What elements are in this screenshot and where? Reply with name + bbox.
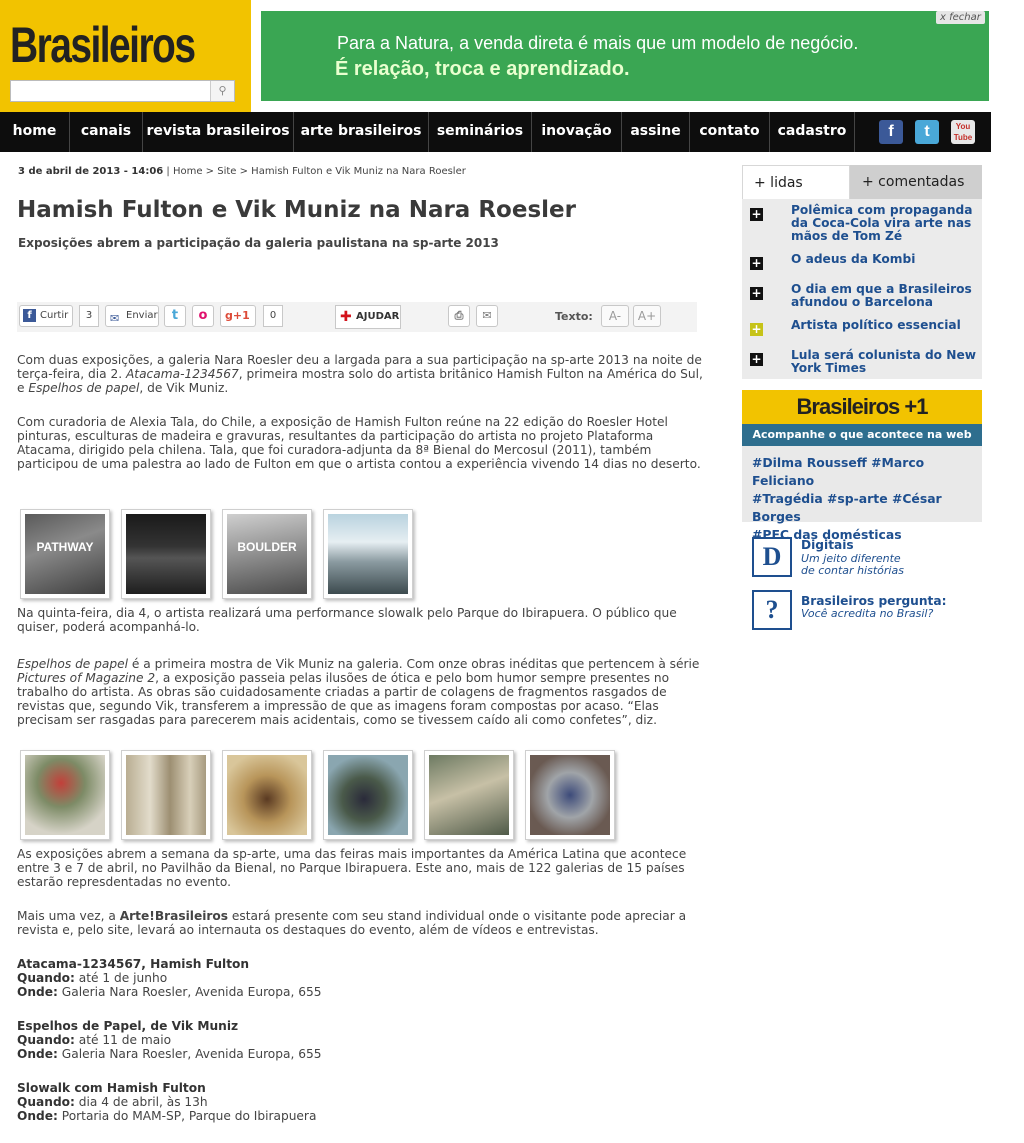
plus1-subtitle: Acompanhe o que acontece na web <box>742 424 982 446</box>
print-icon[interactable]: ⎙ <box>448 305 470 327</box>
site-logo[interactable]: Brasileiros <box>10 17 195 73</box>
event-info-3 <box>17 1081 617 1123</box>
gallery-thumbnail[interactable] <box>121 509 211 599</box>
text-run: , a exposição passeia pelas ilusões de ótica e pelo bom humor sempre presentes no trabalho do artista. As obras são cuidadosamente criadas a partir de colagens de fragmentos rasgados de revistas que, segundo Vik, transferem a impressão de que as imagens foram compostas por acaso. “Elas precisam ser rasgadas para parecerem mais acidentais, como se tivessem caído ali como confetes”, diz. <box>17 671 670 727</box>
article-date: 3 de abril de 2013 - 14:06 <box>18 166 164 177</box>
thumb-caption: BOULDER <box>237 540 297 554</box>
article-paragraph-2: Com curadoria de Alexia Tala, do Chile, a exposição de Hamish Fulton reúne na 22 edição do Roesler Hotel pinturas, esculturas de madeira e gravuras, resultantes da participação do artista no projeto Plataforma Atacama, dirigido pela chilena. Tala, que foi curadora-adjunta da 8ª Bienal do Mercosul (2011), também participou de uma palestra ao lado de Fulton em que o artista contou a experiência vivendo 14 dias no deserto. <box>17 415 701 471</box>
plus-icon: + <box>751 322 762 336</box>
promo-title[interactable]: Digitais <box>801 538 854 552</box>
gallery-thumbnail[interactable] <box>222 509 312 599</box>
event-where: Galeria Nara Roesler, Avenida Europa, 655 <box>57 1047 322 1061</box>
red-cross-icon: ✚ <box>340 309 352 325</box>
digitais-icon: D <box>752 537 792 577</box>
gallery-thumbnail[interactable] <box>323 750 413 840</box>
gallery-vik-muniz <box>20 750 615 840</box>
hashtag[interactable]: #Dilma Rousseff <box>752 455 867 470</box>
orkut-share-icon[interactable]: o <box>192 305 214 327</box>
text-run-bold: Arte!Brasileiros <box>119 909 229 923</box>
brasileiros-plus1-box <box>742 390 982 542</box>
photo-fourteen-days <box>328 514 408 594</box>
youtube-icon[interactable]: You Tube <box>951 120 975 144</box>
share-toolbar <box>17 302 697 332</box>
ad-line-2: É relação, troca e aprendizado. <box>335 58 630 80</box>
event-when-label: Quando: <box>17 971 75 985</box>
plus-icon: + <box>751 256 762 270</box>
font-increase-button[interactable]: A+ <box>633 305 661 327</box>
promo-description-line: de contar histórias <box>801 564 904 577</box>
list-item-link[interactable]: Polêmica com propaganda da Coca-Cola vira arte nas mãos de Tom Zé <box>791 203 973 243</box>
artwork-ostrich <box>328 755 408 835</box>
article-paragraph-5: As exposições abrem a semana da sp-arte, uma das feiras mais importantes da América Latina que acontece entre 3 e 7 de abril, no Pavilhão da Bienal, no Parque Ibirapuera. Este ano, mais de 122 galerias de 15 países estarão represdentadas no evento. <box>17 847 687 889</box>
nav-contato[interactable]: contato <box>690 112 770 152</box>
nav-revista-brasileiros[interactable]: revista brasileiros <box>143 112 294 152</box>
popular-list <box>742 199 982 379</box>
text-run-italic: Espelhos de papel <box>17 657 129 671</box>
text-run: , primeira mostra solo do artista britânico Hamish Fulton na América do Sul, e <box>17 367 703 395</box>
nav-seminarios[interactable]: seminários <box>429 112 532 152</box>
event-info-2 <box>17 1019 617 1061</box>
google-plus-button[interactable] <box>220 305 256 327</box>
text-run-italic: Pictures of Magazine 2 <box>17 671 156 685</box>
event-when: até 1 de junho <box>74 971 168 985</box>
tab-lidas[interactable]: + lidas <box>742 165 850 199</box>
event-where-label: Onde: <box>17 1109 58 1123</box>
breadcrumb <box>18 166 466 177</box>
gallery-thumbnail[interactable] <box>20 750 110 840</box>
twitter-share-icon[interactable]: t <box>164 305 186 327</box>
text-size-label: Texto: <box>555 310 593 323</box>
send-button[interactable] <box>105 305 159 327</box>
event-info-1 <box>17 957 617 999</box>
event-when: até 11 de maio <box>74 1033 172 1047</box>
ad-close-button[interactable]: x fechar <box>936 11 985 24</box>
list-item-link[interactable]: O dia em que a Brasileiros afundou o Barcelona <box>791 282 972 309</box>
nav-arte-brasileiros[interactable]: arte brasileiros <box>294 112 429 152</box>
page-title: Hamish Fulton e Vik Muniz na Nara Roesler <box>17 197 576 223</box>
ad-line-1: Para a Natura, a venda direta é mais que um modelo de negócio. <box>337 33 859 53</box>
plus-icon: + <box>751 286 762 300</box>
event-title: Espelhos de Papel, de Vik Muniz <box>17 1019 239 1033</box>
text-run: Mais uma vez, a <box>17 909 120 923</box>
plus-icon: + <box>751 352 762 366</box>
text-run: , de Vik Muniz. <box>139 381 229 395</box>
promo-description-line: Um jeito diferente <box>801 552 901 565</box>
gallery-thumbnail[interactable] <box>20 509 110 599</box>
hashtag[interactable]: #César Borges <box>752 491 942 524</box>
search-input[interactable] <box>10 80 235 102</box>
gallery-hamish-fulton <box>20 509 413 599</box>
ajudar-label: AJUDAR <box>356 311 400 322</box>
facebook-icon[interactable]: f <box>879 120 903 144</box>
artwork-figure <box>227 755 307 835</box>
event-where: Galeria Nara Roesler, Avenida Europa, 655 <box>57 985 322 999</box>
gallery-thumbnail[interactable] <box>323 509 413 599</box>
list-item[interactable] <box>750 283 978 311</box>
hashtag[interactable]: #PEC das domésticas <box>752 527 902 542</box>
nav-assine[interactable]: assine <box>622 112 690 152</box>
promo-title[interactable]: Brasileiros pergunta: <box>801 594 947 608</box>
main-nav <box>0 112 991 152</box>
list-item-link[interactable]: O adeus da Kombi <box>791 252 916 266</box>
list-item[interactable] <box>750 253 978 273</box>
question-icon: ? <box>752 590 792 630</box>
nav-inovacao[interactable]: inovação <box>532 112 622 152</box>
event-title: Atacama-1234567, Hamish Fulton <box>17 957 250 971</box>
photo-boulder <box>227 514 307 594</box>
pergunta-promo[interactable] <box>752 590 982 632</box>
thumb-caption: PATHWAY <box>36 540 94 554</box>
list-item-link[interactable]: Artista político essencial <box>791 318 961 332</box>
like-count: 3 <box>79 305 99 327</box>
promo-description: Você acredita no Brasil? <box>801 607 934 620</box>
article-paragraph-1 <box>17 353 707 395</box>
text-run-italic: Espelhos de papel <box>28 381 140 395</box>
article-paragraph-3: Na quinta-feira, dia 4, o artista realizará uma performance slowalk pelo Parque do Ibirapuera. O público que quiser, poderá acompanhá-lo. <box>17 606 677 634</box>
gallery-thumbnail[interactable] <box>424 750 514 840</box>
search-icon[interactable]: ⚲ <box>210 81 234 101</box>
article-paragraph-6 <box>17 909 707 937</box>
nav-canais[interactable]: canais <box>70 112 143 152</box>
nav-cadastro[interactable]: cadastro <box>770 112 855 152</box>
hashtag[interactable]: #Marco Feliciano <box>752 455 925 488</box>
text-run-italic: Atacama-1234567 <box>125 367 239 381</box>
photo-licancabur <box>126 514 206 594</box>
text-run: estará presente com seu stand individual onde o visitante pode apreciar a revista e, pelo site, levará ao internauta os destaques do evento, além de vídeos e entrevistas. <box>17 909 687 937</box>
site-logo-area <box>0 0 251 112</box>
ajudar-button[interactable] <box>335 305 401 329</box>
hashtag[interactable]: #sp-arte <box>827 491 888 506</box>
nav-home[interactable]: home <box>0 112 70 152</box>
text-run: Com duas exposições, a galeria Nara Roesler deu a largada para a sua participação na sp-arte 2013 na noite de terça-feira, dia 2. <box>17 353 702 381</box>
enviar-label: Enviar <box>126 310 158 321</box>
google-plus-label: +1 <box>232 309 250 322</box>
facebook-like-button[interactable] <box>19 305 73 327</box>
breadcrumb-path[interactable]: | Home > Site > Hamish Fulton e Vik Muniz na Nara Roesler <box>166 166 466 177</box>
list-item[interactable] <box>750 349 978 377</box>
facebook-icon: f <box>23 309 36 322</box>
event-when-label: Quando: <box>17 1095 75 1109</box>
event-where-label: Onde: <box>17 1047 58 1061</box>
photo-pathway <box>25 514 105 594</box>
digitais-promo[interactable] <box>752 537 982 579</box>
event-when: dia 4 de abril, às 13h <box>74 1095 208 1109</box>
list-item[interactable] <box>750 319 978 339</box>
plus1-title[interactable]: Brasileiros +1 <box>742 390 982 424</box>
artwork-trees <box>126 755 206 835</box>
artwork-abstract <box>530 755 610 835</box>
google-plus-icon: g <box>225 309 233 322</box>
hashtag-list <box>742 446 982 542</box>
event-when-label: Quando: <box>17 1033 75 1047</box>
email-icon[interactable]: ✉ <box>476 305 498 327</box>
curtir-label: Curtir <box>40 310 69 321</box>
gallery-thumbnail[interactable] <box>121 750 211 840</box>
text-run: é a primeira mostra de Vik Muniz na galeria. Com onze obras inéditas que pertencem à série <box>128 657 700 671</box>
tab-comentadas[interactable]: + comentadas <box>850 165 982 199</box>
article-paragraph-4 <box>17 657 707 727</box>
article-subtitle: Exposições abrem a participação da galeria paulistana na sp-arte 2013 <box>18 236 499 250</box>
popular-tabs <box>742 165 982 199</box>
google-plus-count: 0 <box>263 305 283 327</box>
message-icon: ✉ <box>110 312 120 325</box>
promo-description <box>801 553 904 577</box>
list-item-link[interactable]: Lula será colunista do New York Times <box>791 348 977 375</box>
gallery-thumbnail[interactable] <box>525 750 615 840</box>
font-decrease-button[interactable]: A- <box>601 305 629 327</box>
hashtag[interactable]: #Tragédia <box>752 491 823 506</box>
artwork-flowers <box>25 755 105 835</box>
artwork-landscape <box>429 755 509 835</box>
event-where: Portaria do MAM-SP, Parque do Ibirapuera <box>57 1109 317 1123</box>
event-title: Slowalk com Hamish Fulton <box>17 1081 206 1095</box>
twitter-icon[interactable]: t <box>915 120 939 144</box>
gallery-thumbnail[interactable] <box>222 750 312 840</box>
event-where-label: Onde: <box>17 985 58 999</box>
list-item[interactable] <box>750 204 978 244</box>
plus-icon: + <box>751 207 762 221</box>
banner-ad[interactable] <box>261 11 989 101</box>
